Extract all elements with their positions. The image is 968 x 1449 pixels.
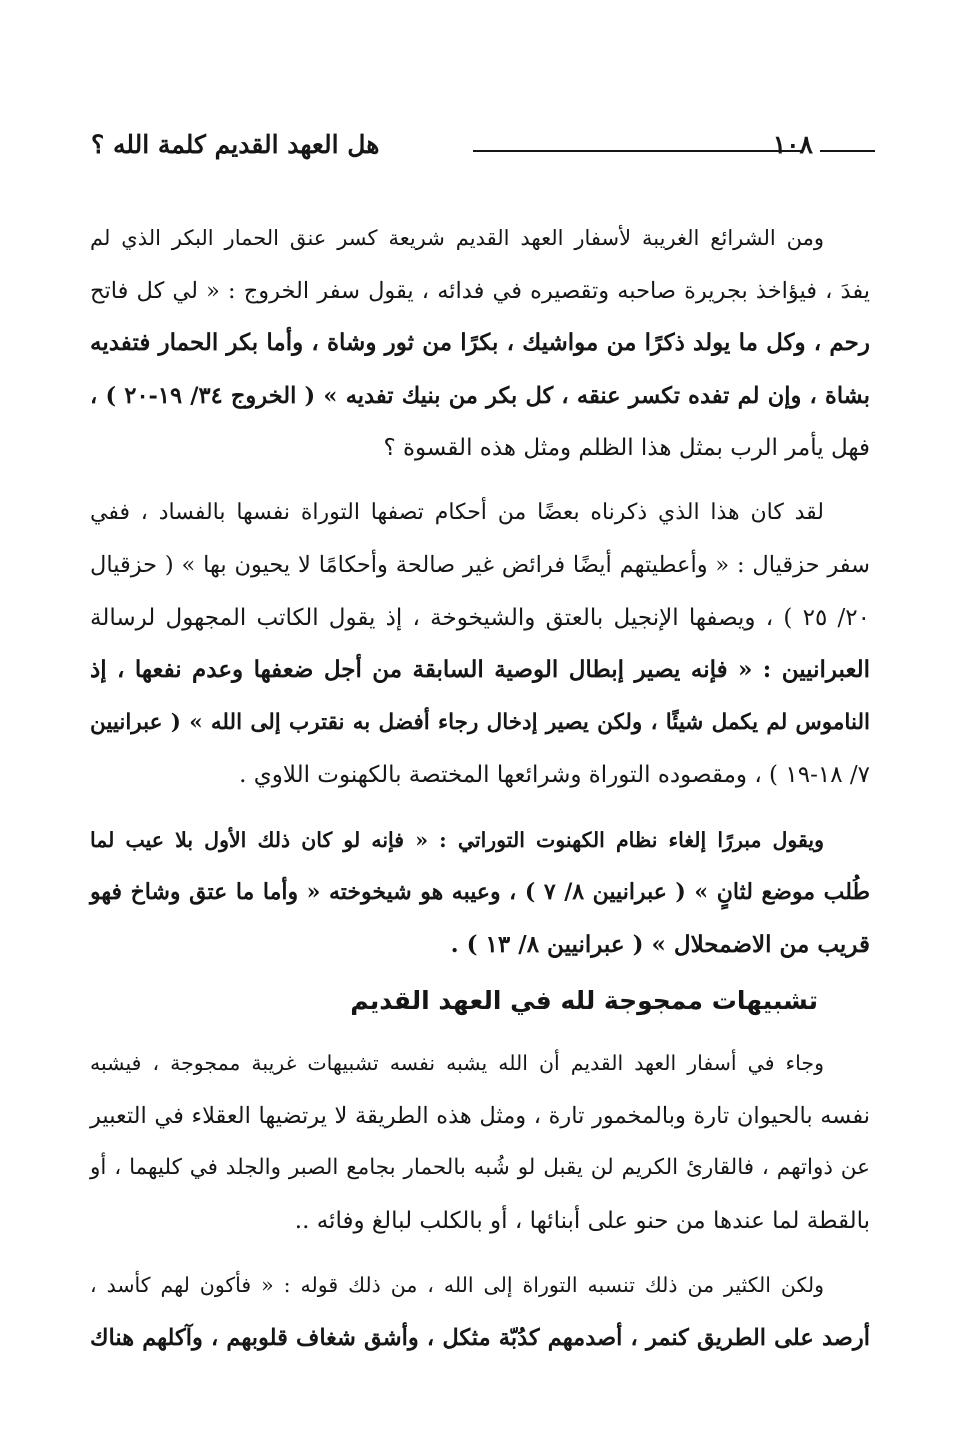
- page-number: ١٠٨: [772, 130, 813, 159]
- text-line: رحم ، وكل ما يولد ذكرًا من مواشيك ، بكرًا من ثور وشاة ، وأما بكر الحمار فتفديه: [90, 329, 870, 356]
- text-line: أرصد على الطريق كنمر ، أصدمهم كدُبّة مثكل ، وأشق شغاف قلوبهم ، وآكلهم هناك: [90, 1324, 870, 1351]
- text-line: ويقول مبررًا إلغاء نظام الكهنوت التوراتي : « فإنه لو كان ذلك الأول بلا عيب لما: [90, 827, 824, 852]
- page-body: [90, 212, 870, 1364]
- text-line: سفر حزقيال : « وأعطيتهم أيضًا فرائض غير صالحة وأحكامًا لا يحيون بها » ( حزقيال: [90, 552, 870, 578]
- running-title: هل العهد القديم كلمة الله ؟: [91, 130, 380, 159]
- text-line: بالقطة لما عندها من حنو على أبنائها ، أو بالكلب لبالغ وفائه ..: [294, 1207, 870, 1234]
- running-header: [85, 126, 875, 170]
- text-line: ٧/ ١٨-١٩ ) ، ومقصوده التوراة وشرائعها المختصة بالكهنوت اللاوي .: [239, 762, 870, 788]
- text-line: بشاة ، وإن لم تفده تكسر عنقه ، كل بكر من بنيك تفديه » ( الخروج ٣٤/ ١٩-٢٠ ) ،: [90, 382, 871, 409]
- text-line: العبرانيين : « فإنه يصير إبطال الوصية السابقة من أجل ضعفها وعدم نفعها ، إذ: [90, 656, 870, 683]
- header-rule-right: [820, 150, 875, 152]
- text-line: عن ذواتهم ، فالقارئ الكريم لن يقبل لو شُبه بالحمار بجامع الصبر والجلد في كليهما ، أو: [90, 1155, 870, 1180]
- paragraph-2: [90, 487, 870, 802]
- text-line: فهل يأمر الرب بمثل هذا الظلم ومثل هذه القسوة ؟: [383, 435, 870, 461]
- text-line: ٢٠/ ٢٥ ) ، ويصفها الإنجيل بالعتق والشيخوخة ، إذ يقول الكاتب المجهول لرسالة: [90, 604, 871, 631]
- text-line: يفدَ ، فيؤاخذ بجريرة صاحبه وتقصيره في فدائه ، يقول سفر الخروج : « لي كل فاتح: [90, 277, 870, 304]
- text-line: لقد كان هذا الذي ذكرناه بعضًا من أحكام تصفها التوراة نفسها بالفساد ، ففي: [90, 499, 824, 525]
- text-line: نفسه بالحيوان تارة وبالمخمور تارة ، ومثل هذه الطريقة لا يرتضيها العقلاء في التعبير: [90, 1102, 870, 1129]
- section-heading: تشبيهات ممجوجة لله في العهد القديم: [350, 986, 818, 1015]
- text-line: طُلب موضع لثانٍ » ( عبرانيين ٨/ ٧ ) ، وعيبه هو شيخوخته « وأما ما عتق وشاخ فهو: [90, 879, 870, 905]
- text-line: وجاء في أسفار العهد القديم أن الله يشبه نفسه تشبيهات غريبة ممجوجة ، فيشبه: [90, 1051, 824, 1075]
- text-line: قريب من الاضمحلال » ( عبرانيين ٨/ ١٣ ) .: [450, 930, 870, 958]
- header-rule: [473, 150, 803, 152]
- paragraph-5: [90, 1259, 870, 1364]
- text-line: الناموس لم يكمل شيئًا ، ولكن يصير إدخال رجاء أفضل به نقترب إلى الله » ( عبرانيين: [90, 709, 870, 735]
- text-line: ومن الشرائع الغريبة لأسفار العهد القديم شريعة كسر عنق الحمار البكر الذي لم: [90, 226, 824, 250]
- paragraph-1: [90, 212, 870, 475]
- paragraph-4: [90, 1037, 870, 1247]
- paragraph-3: [90, 814, 870, 972]
- text-line: ولكن الكثير من ذلك تنسبه التوراة إلى الله ، من ذلك قوله : « فأكون لهم كأسد ،: [90, 1273, 824, 1297]
